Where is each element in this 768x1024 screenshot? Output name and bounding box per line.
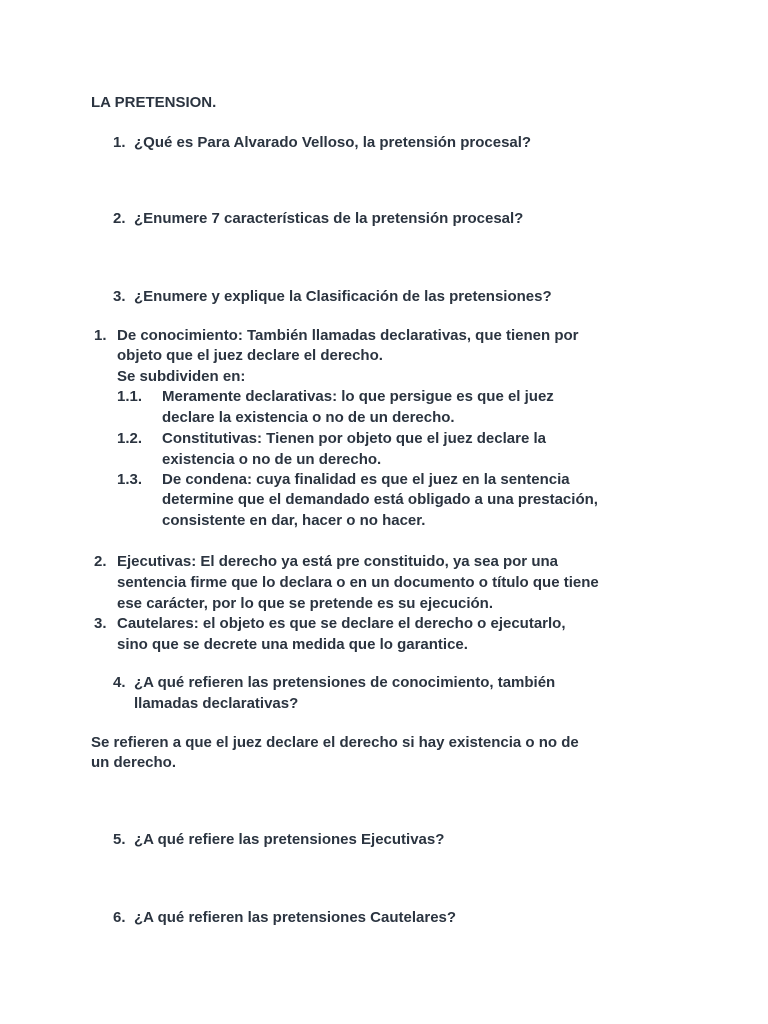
- classification-1-number: 1.: [94, 327, 107, 344]
- question-4-text: ¿A qué refieren las pretensiones de conocimiento, también: [134, 674, 556, 691]
- subitem-1-3-number: 1.3.: [117, 471, 143, 488]
- subitem-1-2-line: existencia o no de un derecho.: [162, 451, 382, 468]
- answer-4-line: Se refieren a que el juez declare el derecho si hay existencia o no de: [91, 734, 579, 751]
- question-5-text: ¿A qué refiere las pretensiones Ejecutivas?: [134, 831, 445, 848]
- classification-3-number: 3.: [94, 615, 107, 632]
- subitem-1-1-line: declare la existencia o no de un derecho.: [162, 409, 455, 426]
- subitem-1-3-line: consistente en dar, hacer o no hacer.: [162, 512, 426, 529]
- question-5-number: 5.: [113, 831, 126, 848]
- classification-2-line: Ejecutivas: El derecho ya está pre constituido, ya sea por una: [117, 553, 558, 570]
- classification-2-line: ese carácter, por lo que se pretende es su ejecución.: [117, 595, 493, 612]
- question-1-text: ¿Qué es Para Alvarado Velloso, la pretensión procesal?: [134, 134, 532, 151]
- classification-1-line: objeto que el juez declare el derecho.: [117, 347, 383, 364]
- question-1-number: 1.: [113, 134, 126, 151]
- subitem-1-3-line: determine que el demandado está obligado a una prestación,: [162, 491, 598, 508]
- subitem-1-1-line: Meramente declarativas: lo que persigue es que el juez: [162, 388, 554, 405]
- subitem-1-1-number: 1.1.: [117, 388, 143, 405]
- classification-1-subdivide-label: Se subdividen en:: [117, 368, 246, 385]
- classification-3-line: sino que se decrete una medida que lo garantice.: [117, 636, 468, 653]
- subitem-1-2-line: Constitutivas: Tienen por objeto que el juez declare la: [162, 430, 546, 447]
- question-2-number: 2.: [113, 210, 126, 227]
- question-3-number: 3.: [113, 288, 126, 305]
- subitem-1-2-number: 1.2.: [117, 430, 143, 447]
- question-6-number: 6.: [113, 909, 126, 926]
- document-title: LA PRETENSION.: [91, 94, 217, 111]
- subitem-1-3-line: De condena: cuya finalidad es que el juez en la sentencia: [162, 471, 570, 488]
- classification-2-number: 2.: [94, 553, 107, 570]
- answer-4-line: un derecho.: [91, 754, 177, 771]
- question-6-text: ¿A qué refieren las pretensiones Cautelares?: [134, 909, 457, 926]
- classification-3-line: Cautelares: el objeto es que se declare el derecho o ejecutarlo,: [117, 615, 566, 632]
- question-3-text: ¿Enumere y explique la Clasificación de las pretensiones?: [134, 288, 552, 305]
- question-2-text: ¿Enumere 7 características de la pretensión procesal?: [134, 210, 524, 227]
- classification-1-line: De conocimiento: También llamadas declarativas, que tienen por: [117, 327, 579, 344]
- classification-2-line: sentencia firme que lo declara o en un documento o título que tiene: [117, 574, 599, 591]
- question-4-number: 4.: [113, 674, 126, 691]
- question-4-text: llamadas declarativas?: [134, 695, 299, 712]
